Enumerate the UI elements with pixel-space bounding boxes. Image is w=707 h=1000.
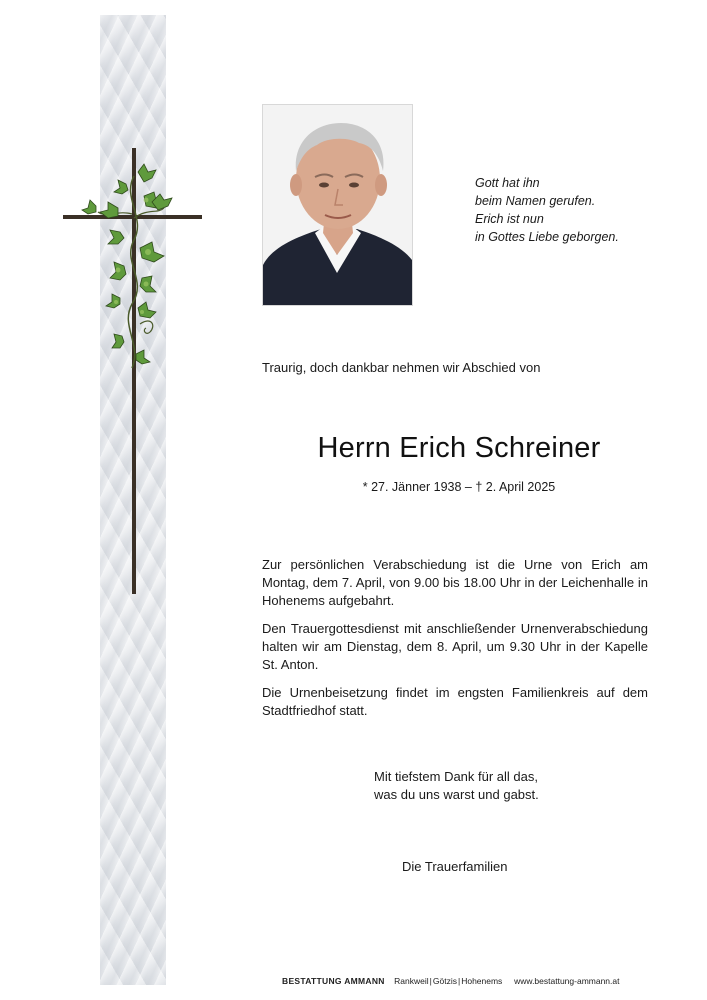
- footer-location: Hohenems: [461, 976, 503, 986]
- thanks-line: Mit tiefstem Dank für all das,: [374, 769, 538, 784]
- footer-separator: |: [429, 976, 432, 986]
- footer-website-link[interactable]: www.bestattung-ammann.at: [514, 976, 620, 986]
- paragraph-burial: Die Urnenbeisetzung findet im engsten Familienkreis auf dem Stadtfriedhof statt.: [262, 685, 648, 718]
- cross-with-ivy-icon: [60, 148, 205, 598]
- signature: Die Trauerfamilien: [402, 859, 508, 874]
- paragraph-viewing: Zur persönlichen Verabschiedung ist die Urne von Erich am Montag, dem 7. April, von 9.00 bis 18.00 Uhr in der Leichenhalle in Hohenems aufgebahrt.: [262, 557, 648, 608]
- announcement-body: [262, 556, 648, 730]
- quote-line: Erich ist nun: [475, 212, 544, 226]
- portrait-photo: [262, 104, 413, 306]
- footer-location: Götzis: [432, 976, 457, 986]
- thanks-line: was du uns warst und gabst.: [374, 787, 539, 802]
- farewell-intro: Traurig, doch dankbar nehmen wir Abschied von: [262, 360, 541, 375]
- deceased-name: Herrn Erich Schreiner: [317, 432, 601, 464]
- footer-separator: |: [457, 976, 461, 986]
- footer-brand: BESTATTUNG: [282, 976, 342, 986]
- footer: [282, 976, 619, 986]
- epitaph-quote: [475, 174, 619, 246]
- quote-line: Gott hat ihn: [475, 176, 540, 190]
- quote-line: in Gottes Liebe geborgen.: [475, 230, 619, 244]
- life-dates: * 27. Jänner 1938 – † 2. April 2025: [362, 480, 556, 494]
- footer-brand-name: AMMANN: [344, 976, 385, 986]
- quote-line: beim Namen gerufen.: [475, 194, 596, 208]
- thanks-text: [374, 768, 539, 804]
- paragraph-service: Den Trauergottesdienst mit anschließender Urnenverabschiedung halten wir am Dienstag, dem 8. April, um 9.30 Uhr in der Kapelle St. Anton.: [262, 621, 648, 672]
- portrait-image: [263, 105, 413, 306]
- footer-location: Rankweil: [394, 976, 429, 986]
